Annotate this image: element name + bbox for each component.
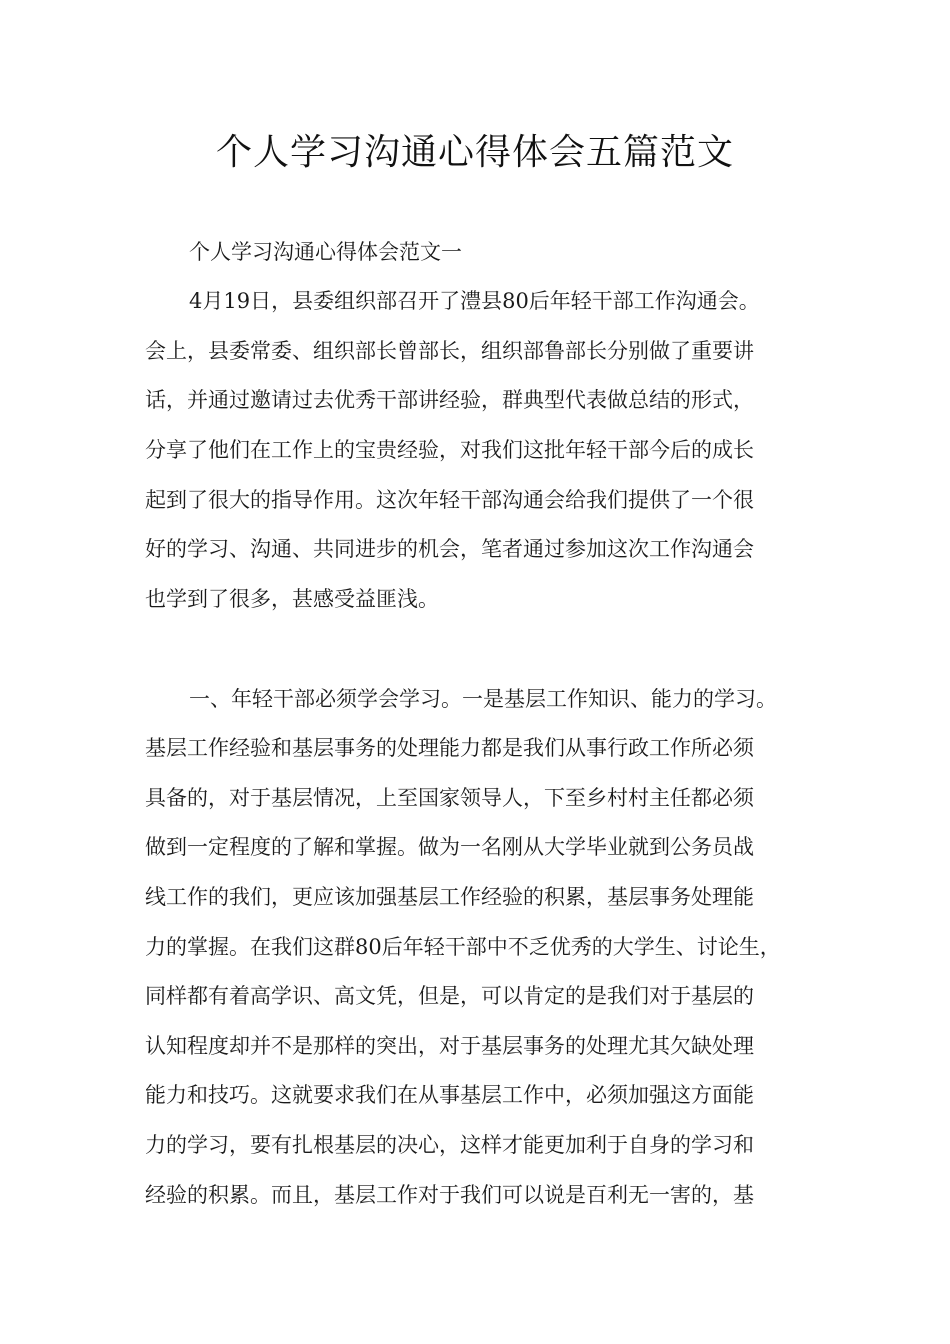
paragraph-line: 力的掌握。在我们这群80后年轻干部中不乏优秀的大学生、讨论生， (145, 935, 781, 959)
paragraph-line: 线工作的我们，更应该加强基层工作经验的积累，基层事务处理能 (145, 885, 754, 909)
paragraph-line: 话，并通过邀请过去优秀干部讲经验，群典型代表做总结的形式， (145, 388, 754, 412)
document-title: 个人学习沟通心得体会五篇范文 (215, 132, 734, 173)
paragraph-line: 认知程度却并不是那样的突出，对于基层事务的处理尤其欠缺处理 (145, 1034, 754, 1058)
paragraph-line: 做到一定程度的了解和掌握。做为一名刚从大学毕业就到公务员战 (145, 835, 754, 859)
paragraph-line: 也学到了很多，甚感受益匪浅。 (145, 587, 439, 611)
paragraph-line: 分享了他们在工作上的宝贵经验，对我们这批年轻干部今后的成长 (145, 438, 754, 462)
paragraph-line: 同样都有着高学识、高文凭，但是，可以肯定的是我们对于基层的 (145, 984, 754, 1008)
paragraph-line: 具备的，对于基层情况，上至国家领导人，下至乡村村主任都必须 (145, 786, 754, 810)
paragraph-line: 能力和技巧。这就要求我们在从事基层工作中，必须加强这方面能 (145, 1083, 754, 1107)
paragraph-line: 力的学习，要有扎根基层的决心，这样才能更加利于自身的学习和 (145, 1133, 754, 1157)
paragraph-line: 4月19日，县委组织部召开了澧县80后年轻干部工作沟通会。 (189, 289, 760, 313)
paragraph-line: 会上，县委常委、组织部长曾部长，组织部鲁部长分别做了重要讲 (145, 339, 754, 363)
paragraph-line: 一、年轻干部必须学会学习。一是基层工作知识、能力的学习。 (189, 687, 777, 711)
paragraph-line: 起到了很大的指导作用。这次年轻干部沟通会给我们提供了一个很 (145, 488, 754, 512)
paragraph-line: 经验的积累。而且，基层工作对于我们可以说是百利无一害的，基 (145, 1183, 754, 1207)
paragraph-line: 基层工作经验和基层事务的处理能力都是我们从事行政工作所必须 (145, 736, 754, 760)
paragraph-line: 好的学习、沟通、共同进步的机会，笔者通过参加这次工作沟通会 (145, 537, 754, 561)
section-heading: 个人学习沟通心得体会范文一 (189, 240, 462, 264)
